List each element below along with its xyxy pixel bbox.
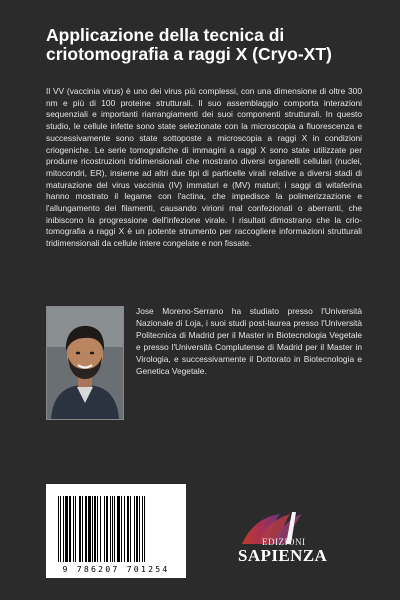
barcode-bar — [73, 496, 74, 562]
barcode-bar — [94, 496, 96, 562]
author-photo — [46, 306, 124, 420]
barcode-bar — [117, 496, 120, 562]
barcode-bar — [124, 496, 125, 562]
barcode-bar — [79, 496, 81, 562]
barcode-bars — [56, 496, 176, 562]
author-bio: Jose Moreno-Serrano ha studiato presso l'Università Nazionale di Loja, i suoi studi post-laurea presso l'Università Politecnica di Madrid per il Master in Biotecnologia Vegetale e presso l'Università Complutense di Madrid per il Master in Virologia, e successivamente il Dottorato in Biotecnologia e Genetica Vegetale. — [136, 306, 362, 376]
barcode-bar — [106, 496, 108, 562]
barcode-bar — [136, 496, 138, 562]
barcode-bar — [139, 496, 140, 562]
barcode-bar — [114, 496, 115, 562]
publisher-label-small: EDIZIONI — [262, 537, 306, 547]
barcode-bar — [85, 496, 87, 562]
barcode-bar — [88, 496, 91, 562]
barcode-bar — [104, 496, 105, 562]
barcode-bar — [112, 496, 113, 562]
book-abstract: Il VV (vaccinia virus) è uno dei virus più complessi, con una dimensione di oltre 300 nm e più di 100 proteine strutturali. Il suo assemblaggio comporta interazioni sequenziali e importanti riarrangiamenti dei suoi componenti strutturali. In questo studio, le cellule infette sono state selezionate con la microscopia a fluorescenza e successivamente sono state sottoposte a microscopia a raggi X in condizioni criogeniche. Le serie tomografiche di immagini a raggi X sono state utilizzate per produrre ricostruzioni tridimensionali che mostrano diversi organelli cellulari (nuclei, mitocondri, ER), insieme ad altri due tipi di particelle virali relative a diversi stadi di maturazione del virus vaccinia (IV) immaturi e (MV) maturi; i saggi di witaferina hanno mostrato il legame con l'actina, che impedisce la polimerizzazione e l'allungamento dei filamenti, causando virioni mal confezionati o aberranti, che inibiscono la progressione dell'infezione virale. I risultati dimostrano che la crio-tomografia a raggi X è un potente strumento per raccogliere informazioni strutturali tridimensionali da cellule intere congelate e non fissate. — [46, 86, 362, 249]
barcode-bar — [92, 496, 93, 562]
isbn-digits: 9 786207 701254 — [62, 564, 170, 574]
barcode-bar — [60, 496, 61, 562]
barcode-bar — [97, 496, 98, 562]
barcode-bar — [65, 496, 68, 562]
book-title: Applicazione della tecnica di criotomografia a raggi X (Cryo-XT) — [46, 25, 332, 64]
publisher-name: SAPIENZA — [238, 546, 328, 565]
barcode-bar — [75, 496, 76, 562]
barcode-bar — [110, 496, 111, 562]
barcode-bar — [134, 496, 135, 562]
isbn-barcode — [46, 484, 186, 578]
barcode-bar — [100, 496, 101, 562]
author-portrait-icon — [47, 307, 123, 419]
barcode-bar — [144, 496, 145, 562]
barcode-bar — [127, 496, 129, 562]
barcode-bar — [69, 496, 71, 562]
barcode-bar — [130, 496, 131, 562]
barcode-bar — [63, 496, 64, 562]
barcode-bar — [142, 496, 143, 562]
barcode-bar — [121, 496, 122, 562]
barcode-bar — [82, 496, 83, 562]
barcode-bar — [58, 496, 59, 562]
